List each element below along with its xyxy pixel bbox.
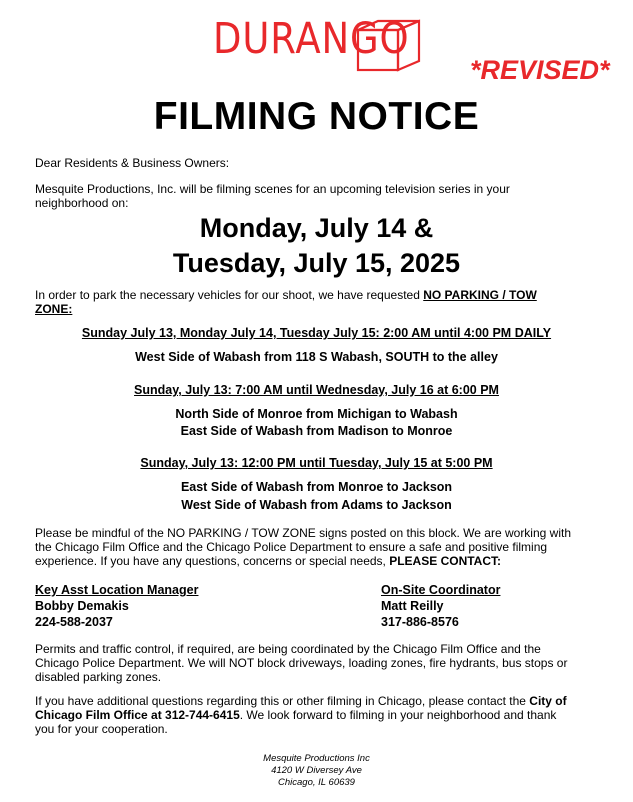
schedule-location: West Side of Wabash from 118 S Wabash, SOUTH to the alley [135,350,498,364]
filming-dates [0,211,633,281]
schedule-time: Sunday, July 13: 7:00 AM until Wednesday, July 16 at 6:00 PM [134,383,499,397]
schedule-location: North Side of Monroe from Michigan to Wabash [175,407,458,421]
schedule-location: West Side of Wabash from Adams to Jackson [181,498,452,512]
permits-line: Permits and traffic control, if required, are being coordinated by the Chicago Film Office and the [35,642,541,656]
contact-location-manager [35,582,198,630]
company-street: 4120 W Diversey Ave [271,765,362,776]
additional-line: . We look forward to filming in your neighborhood and thank [239,708,557,722]
durango-logo-text: DURANGO [213,14,410,64]
additional-paragraph [35,694,600,736]
company-city: Chicago, IL 60639 [278,777,355,788]
no-parking-emphasis: NO PARKING / TOW [423,288,537,302]
no-parking-emphasis-cont: ZONE: [35,302,73,316]
film-office-phone-emphasis: Chicago Film Office at 312-744-6415 [35,708,240,722]
filming-date-line: Tuesday, July 15, 2025 [172,248,461,278]
contact-name: Matt Reilly [381,599,444,613]
intro-line: Mesquite Productions, Inc. will be filming scenes for an upcoming television series in your [35,182,510,196]
contact-phone: 224-588-2037 [35,615,113,629]
additional-line: you for your cooperation. [35,722,168,736]
parking-request-text: In order to park the necessary vehicles for our shoot, we have requested [35,288,424,302]
additional-line: If you have additional questions regarding this or other filming in Chicago, please contact the [35,694,530,708]
notice-title: FILMING NOTICE [153,95,480,138]
intro-paragraph [35,182,600,210]
contact-phone: 317-886-8576 [381,615,459,629]
mindful-line: the Chicago Film Office and the Chicago Police Department to ensure a safe and positive filming [35,540,548,554]
mindful-paragraph [35,526,600,568]
filming-date-line: Monday, July 14 & [199,213,434,243]
permits-paragraph [35,642,600,684]
company-address [0,753,633,789]
contact-role: On-Site Coordinator [381,583,501,597]
contact-onsite-coordinator [381,582,500,630]
mindful-line: experience. If you have any questions, concerns or special needs, [35,554,390,568]
please-contact-emphasis: PLEASE CONTACT: [389,554,501,568]
greeting: Dear Residents & Business Owners: [35,156,230,170]
schedule-time: Sunday, July 13: 12:00 PM until Tuesday, July 15 at 5:00 PM [140,456,493,470]
permits-line: disabled parking zones. [35,670,162,684]
cube-logo-icon [353,18,425,74]
schedule-location: East Side of Wabash from Madison to Monroe [180,424,453,438]
schedule-time: Sunday July 13, Monday July 14, Tuesday July 15: 2:00 AM until 4:00 PM DAILY [81,326,552,340]
revised-label: *REVISED* [470,55,610,85]
intro-line: neighborhood on: [35,196,129,210]
contact-role: Key Asst Location Manager [35,583,199,597]
schedule-location: East Side of Wabash from Monroe to Jackson [180,480,453,494]
mindful-line: Please be mindful of the NO PARKING / TOW ZONE signs posted on this block. We are working with [35,526,571,540]
contact-name: Bobby Demakis [35,599,129,613]
permits-line: Chicago Police Department. We will NOT block driveways, loading zones, fire hydrants, bus stops or [35,656,568,670]
parking-request [35,288,600,316]
company-name: Mesquite Productions Inc [263,753,370,764]
film-office-emphasis: City of [529,694,567,708]
